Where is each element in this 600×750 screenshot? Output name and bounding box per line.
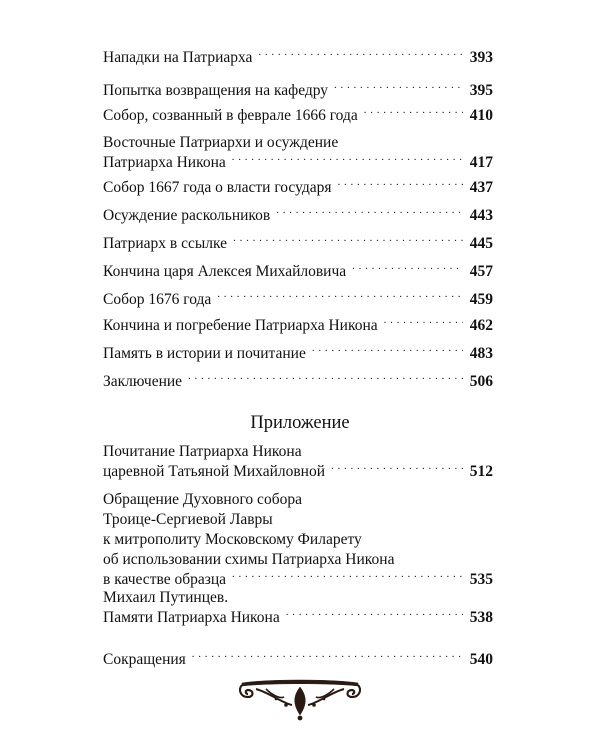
- dot-leader: [312, 344, 463, 358]
- toc-entry-title: Почитание Патриарха Никона: [103, 443, 302, 460]
- toc-page-number: 457: [469, 263, 493, 280]
- toc-entry-title: Нападки на Патриарха: [103, 49, 253, 66]
- toc-page-number: 462: [469, 317, 493, 334]
- toc-entry-title-cont: об использовании схимы Патриарха Никона: [103, 551, 395, 568]
- toc-page-number: 410: [469, 107, 493, 124]
- floral-ornament-icon: [236, 675, 364, 723]
- dot-leader: [334, 81, 463, 95]
- dot-leader: [232, 570, 463, 584]
- toc-entry-title-cont: царевной Татьяной Михайловной: [103, 463, 326, 480]
- toc-page-number: 395: [469, 82, 493, 99]
- toc-page-number: 540: [469, 651, 493, 668]
- toc-entry[interactable]: [103, 206, 493, 226]
- toc-entry-title: Михаил Путинцев.: [103, 589, 229, 606]
- toc-page-number: 393: [469, 49, 493, 66]
- toc-entry-title: Собор 1676 года: [103, 291, 212, 308]
- toc-entry-title: Патриарх в ссылке: [103, 235, 228, 252]
- dot-leader: [364, 106, 463, 120]
- toc-page-number: 445: [469, 235, 493, 252]
- toc-entry-title: Попытка возвращения на кафедру: [103, 82, 329, 99]
- dot-leader: [233, 234, 463, 248]
- toc-page-number: 443: [469, 207, 493, 224]
- dot-leader: [331, 462, 463, 476]
- toc-entry-title-cont: Троице-Сергиевой Лавры: [103, 511, 273, 528]
- toc-entry[interactable]: [103, 372, 493, 392]
- toc-entry[interactable]: [103, 262, 493, 282]
- toc-entry[interactable]: [103, 316, 493, 336]
- toc-page-number: 483: [469, 345, 493, 362]
- toc-entry[interactable]: [103, 290, 493, 310]
- dot-leader: [352, 262, 463, 276]
- toc-entry[interactable]: [103, 344, 493, 364]
- toc-entry[interactable]: [103, 588, 493, 628]
- toc-entry[interactable]: [103, 106, 493, 126]
- toc-entry[interactable]: [103, 133, 493, 173]
- toc-entry-title: Обращение Духовного собора: [103, 491, 302, 508]
- dot-leader: [258, 48, 463, 62]
- toc-entry-title: Осуждение раскольников: [103, 207, 271, 224]
- toc-page-number: 538: [469, 609, 493, 626]
- toc-entry-title-cont: Памяти Патриарха Никона: [103, 609, 280, 626]
- toc-page-number: 512: [469, 463, 493, 480]
- dot-leader: [232, 153, 463, 167]
- toc-entry[interactable]: [103, 490, 493, 590]
- toc-entry[interactable]: [103, 234, 493, 254]
- toc-entry-title: Память в истории и почитание: [103, 345, 306, 362]
- toc-entry-title: Восточные Патриархи и осуждение: [103, 134, 339, 151]
- toc-entry[interactable]: [103, 442, 493, 482]
- toc-entry-title: Кончина царя Алексея Михайловича: [103, 263, 347, 280]
- toc-entry-title: Сокращения: [103, 651, 186, 668]
- dot-leader: [286, 608, 463, 622]
- dot-leader: [192, 650, 463, 664]
- toc-entry[interactable]: [103, 178, 493, 198]
- toc-entry[interactable]: [103, 650, 493, 670]
- toc-page-number: 437: [469, 179, 493, 196]
- dot-leader: [276, 206, 463, 220]
- dot-leader: [384, 316, 463, 330]
- toc-entry[interactable]: [103, 81, 493, 101]
- toc-entry-title: Кончина и погребение Патриарха Никона: [103, 317, 378, 334]
- appendix-heading: Приложение: [250, 413, 350, 433]
- toc-entry-title: Заключение: [103, 373, 183, 390]
- toc-entry-title: Собор, созванный в феврале 1666 года: [103, 107, 358, 124]
- toc-entry-title: Собор 1667 года о власти государя: [103, 179, 332, 196]
- toc-page-number: 535: [469, 571, 493, 588]
- dot-leader: [217, 290, 463, 304]
- toc-entry[interactable]: [103, 48, 493, 68]
- dot-leader: [188, 372, 463, 386]
- toc-entry-title-cont: Патриарха Никона: [103, 154, 226, 171]
- dot-leader: [338, 178, 463, 192]
- toc-entry-title-cont: к митрополиту Московскому Филарету: [103, 531, 362, 548]
- toc-entry-title-cont: в качестве образца: [103, 571, 227, 588]
- toc-page-number: 459: [469, 291, 493, 308]
- toc-page-number: 506: [469, 373, 493, 390]
- toc-page-number: 417: [469, 154, 493, 171]
